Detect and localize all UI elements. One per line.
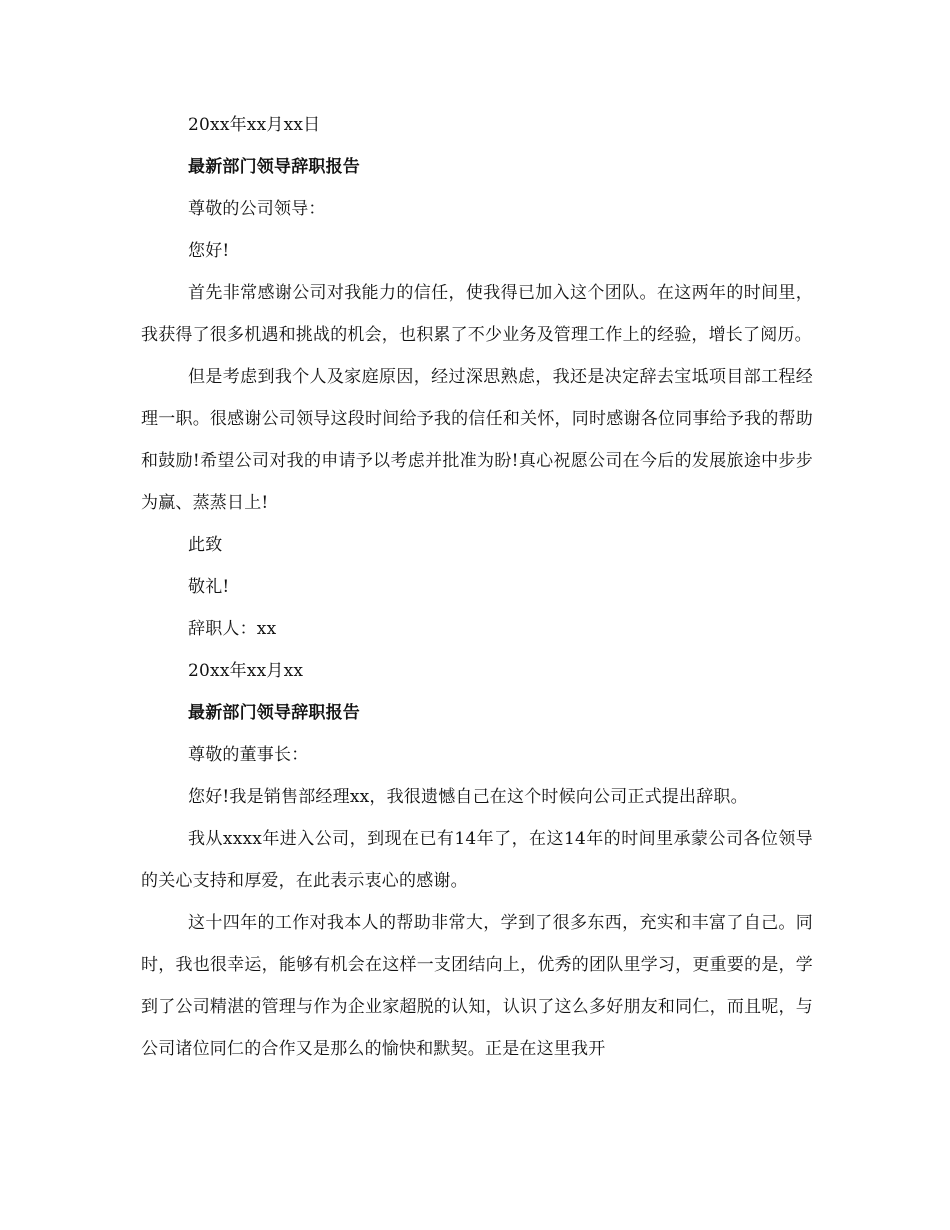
date-line: 20xx年xx月xx日 — [188, 115, 321, 135]
report-title: 最新部门领导辞职报告 — [188, 157, 360, 177]
document-body — [141, 104, 813, 1070]
greeting: 您好! — [188, 241, 230, 261]
body-paragraph: 首先非常感谢公司对我能力的信任，使我得已加入这个团队。在这两年的时间里，我获得了很多机遇和挑战的机会，也积累了不少业务及管理工作上的经验，增长了阅历。 — [141, 283, 813, 345]
salutation: 尊敬的董事长： — [188, 745, 309, 765]
signature-line: 辞职人：xx — [188, 619, 277, 639]
closing-line: 此致 — [188, 535, 223, 555]
date-line: 20xx年xx月xx — [188, 661, 304, 681]
report-title: 最新部门领导辞职报告 — [188, 703, 360, 723]
closing-salute: 敬礼! — [188, 577, 230, 597]
body-paragraph: 但是考虑到我个人及家庭原因，经过深思熟虑，我还是决定辞去宝坻项目部工程经理一职。很感谢公司领导这段时间给予我的信任和关怀，同时感谢各位同事给予我的帮助和鼓励!希望公司对我的申请予以考虑并批准为盼!真心祝愿公司在今后的发展旅途中步步为赢、蒸蒸日上! — [141, 367, 813, 513]
salutation: 尊敬的公司领导： — [188, 199, 326, 219]
body-paragraph: 这十四年的工作对我本人的帮助非常大，学到了很多东西，充实和丰富了自己。同时，我也很幸运，能够有机会在这样一支团结向上，优秀的团队里学习，更重要的是，学到了公司精湛的管理与作为企业家超脱的认知，认识了这么多好朋友和同仁，而且呢，与公司诸位同仁的合作又是那么的愉快和默契。正是在这里我开 — [141, 913, 813, 1059]
body-paragraph: 您好!我是销售部经理xx，我很遗憾自己在这个时候向公司正式提出辞职。 — [188, 787, 748, 807]
body-paragraph: 我从xxxx年进入公司，到现在已有14年了，在这14年的时间里承蒙公司各位领导的关心支持和厚爱，在此表示衷心的感谢。 — [141, 829, 813, 891]
